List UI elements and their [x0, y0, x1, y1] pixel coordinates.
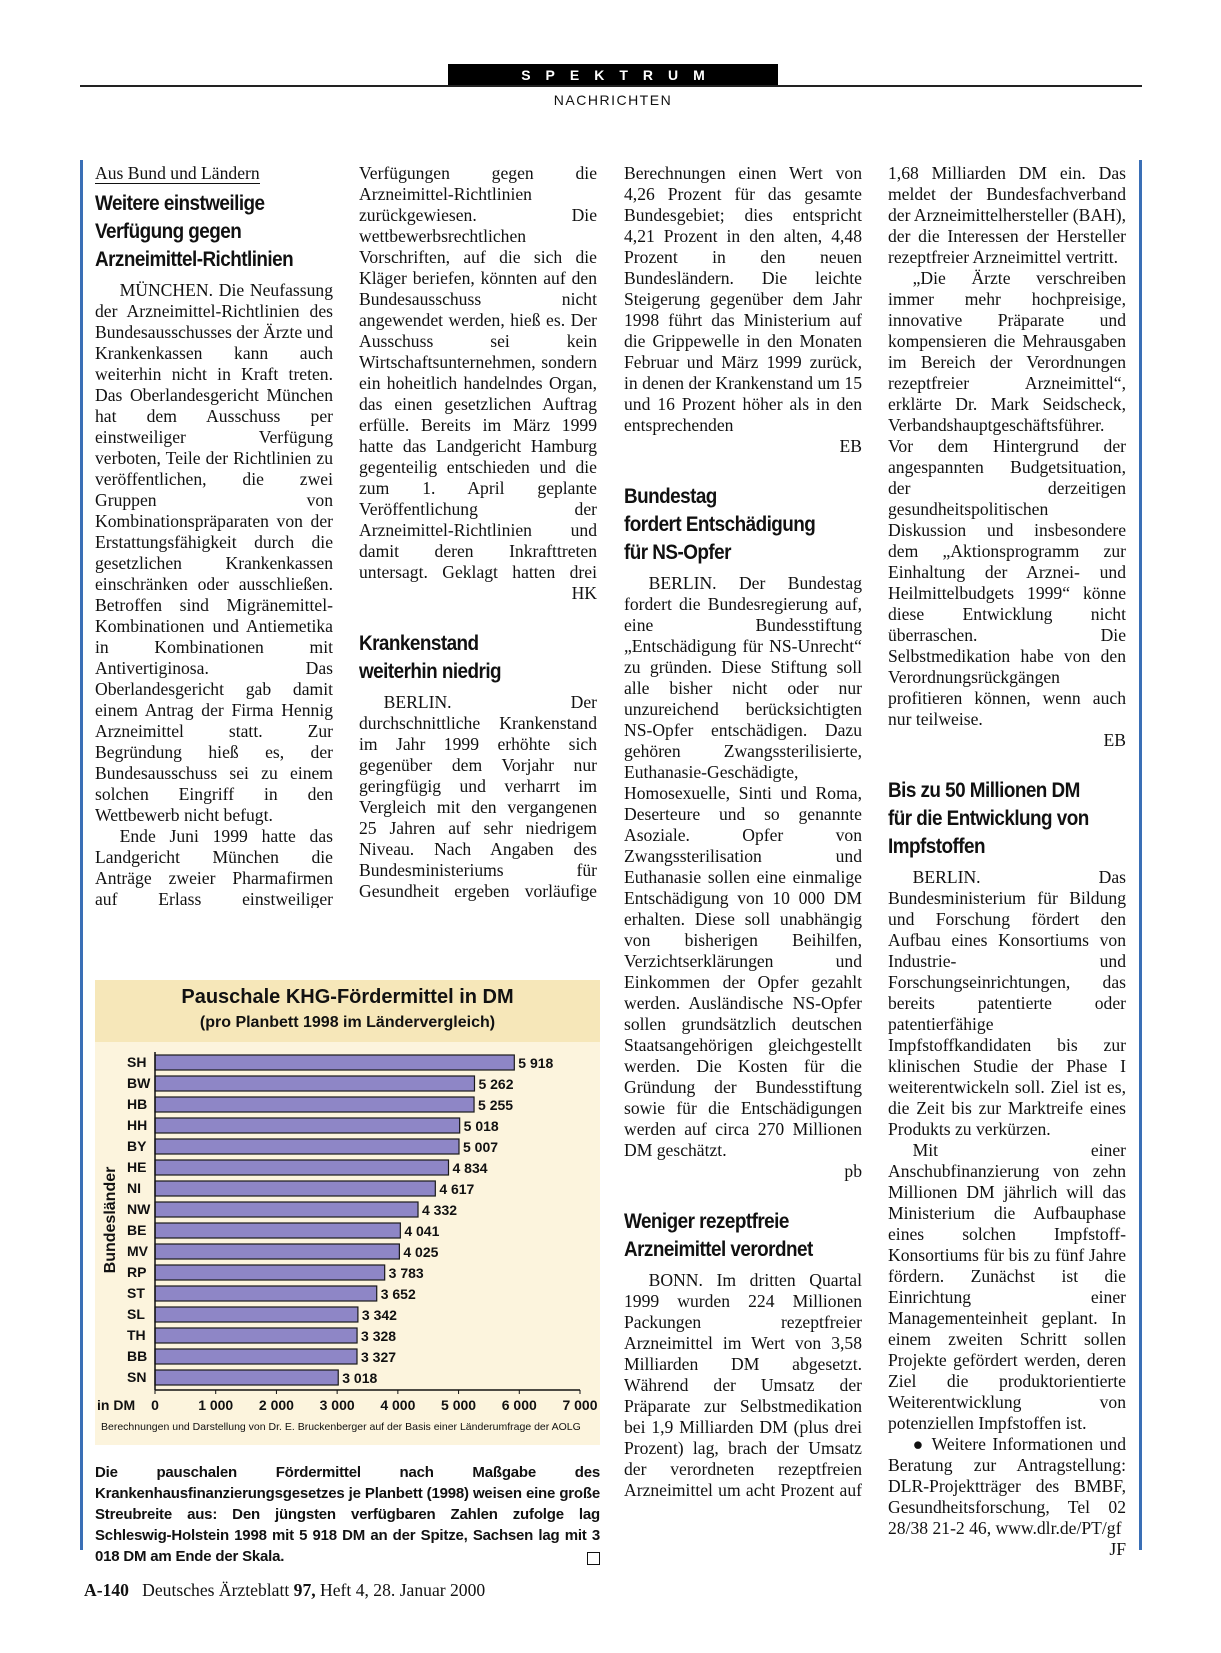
chart-container [95, 980, 600, 1450]
value-label: 3 328 [361, 1328, 397, 1344]
column-4 [888, 163, 1126, 1560]
section-header: SPEKTRUM [448, 64, 778, 86]
bar [155, 1286, 377, 1301]
category-label: HH [127, 1117, 148, 1133]
article-2-signature: EB [839, 436, 862, 456]
category-label: BW [127, 1075, 151, 1091]
page-number: A-140 [84, 1580, 129, 1600]
x-tick-label: 1 000 [198, 1397, 234, 1413]
x-tick-label: 6 000 [501, 1397, 537, 1413]
y-axis-label: Bundesländer [102, 1166, 119, 1274]
category-label: RP [127, 1264, 147, 1280]
bar-chart [95, 1042, 600, 1445]
article-1-cont-text: Verfügungen gegen die Arzneimittel-Richtlinien zurückgewiesen. Die wettbewerbsrechtlichen Vorschriften, auf die sich die Kläger beriefen, könnten auf den Bundesausschuss nicht angewendet werden, hieß es. Der Ausschuss sei kein Wirtschaftsunternehmen, sondern ein hoheitlich handelndes Organ, das einen gesetzlichen Auftrag erfülle. Bereits im März 1999 hatte das Landgericht Hamburg gegenteilig entschieden und die zum 1. April geplante Veröffentlichung der Arzneimittel-Richtlinien und damit deren Inkrafttreten untersagt. Geklagt hatten drei [359, 163, 597, 582]
end-of-article-box [587, 1552, 600, 1565]
x-tick-label: 5 000 [441, 1397, 477, 1413]
issue: Heft 4, 28. Januar 2000 [320, 1580, 486, 1600]
article-5-paragraph-1: BERLIN. Das Bundesministerium für Bildung und Forschung fördert den Aufbau eines Konsortiums von Industrie- und Forschungseinrichtungen, das bereits patentierte oder patentierfähige Impfstoffkandidaten bis zur klinischen Studie der Phase I weiterentwickeln soll. Ziel ist es, die Zeit bis zur Marktreife eines Produkts zu verkürzen. [888, 867, 1126, 1139]
article-2-paragraph-cont [624, 163, 862, 436]
bar [155, 1097, 474, 1112]
value-label: 3 018 [342, 1370, 378, 1386]
article-1-title: Weitere einstweilige Verfügung gegen Arzneimittel-Richtlinien [95, 192, 294, 271]
value-label: 5 255 [478, 1097, 514, 1113]
value-label: 4 332 [422, 1202, 458, 1218]
category-label: HE [127, 1159, 147, 1175]
value-label: 5 262 [478, 1076, 514, 1092]
bar [155, 1181, 435, 1196]
category-label: NI [127, 1180, 141, 1196]
category-label: HB [127, 1096, 148, 1112]
value-label: 4 617 [439, 1181, 475, 1197]
article-4-paragraph-1: BONN. Im dritten Quartal 1999 wurden 224 Millionen Packungen rezeptfreier Arzneimittel im Wert von 3,58 Milliarden DM abgesetzt. Während der Umsatz der Präparate zur Selbstmedikation bei 1,9 Milliarden DM (plus drei Prozent) lag, brach der Umsatz der verordneten rezeptfreien Arzneimittel um acht Prozent auf [624, 1270, 862, 1500]
value-label: 5 007 [462, 1139, 499, 1155]
value-label: 3 652 [380, 1286, 416, 1302]
article-4-cont-text: 1,68 Milliarden DM ein. Das meldet der Bundesfachverband der Arzneimittelhersteller (BAH), der die Interessen der Hersteller rezeptfreier Arzneimittel vertritt. [888, 163, 1126, 267]
article-3-paragraph-1: BERLIN. Der Bundestag fordert die Bundesregierung auf, eine Bundesstiftung „Entschädigung für NS-Unrecht“ zu gründen. Diese Stiftung soll alle bisher nicht oder nur unzureichend berücksichtigten NS-Opfer entschädigen. Dazu gehören Zwangssterilisierte, Euthanasie-Geschädigte, Homosexuelle, Sinti und Roma, Deserteure und so genannte Asoziale. Opfer von Zwangssterilisation und Euthanasie sollen eine einmalige Entschädigung von 10 000 DM erhalten. Diese soll unabhängig von bisherigen Beihilfen, Verzichtserklärungen und Einkommen der Opfer gezahlt werden. Ausländische NS-Opfer sollen grundsätzlich deutschen Staatsangehörigen gleichgestellt werden. Die Kosten für die Gründung der Bundesstiftung sowie für die Entschädigungen werden auf circa 270 Millionen DM geschätzt. [624, 573, 862, 1160]
article-1-paragraph-1: MÜNCHEN. Die Neufassung der Arzneimittel-Richtlinien des Bundesausschusses der Ärzte und Krankenkassen kann auch weiterhin nicht in Kraft treten. Das Oberlandesgericht München hat dem Ausschuss per einstweiliger Verfügung verboten, Teile der Richtlinien zu veröffentlichen, die zwei Gruppen von Kombinationspräparaten von der Erstattungsfähigkeit durch die gesetzlichen Krankenkassen einschränken oder ausschließen. Betroffen sind Migränemittel-Kombinationen und Antiemetika in Kombinationen mit Antivertiginosa. Das Oberlandesgericht gab damit einem Antrag der Firma Hennig Arzneimittel statt. Zur Begründung hieß es, der Bundesausschuss sei zu einem solchen Eingriff in den Wettbewerb nicht befugt. [95, 280, 333, 825]
bar [155, 1265, 385, 1280]
caption-text: Die pauschalen Fördermittel nach Maßgabe des Krankenhausfinanzierungsgesetzes je Planbett (1998) weisen eine große Streubreite aus: Den jüngsten verfügbaren Zahlen zufolge lag Schleswig-Holstein 1998 mit 5 918 DM an der Spitze, Sachsen lag mit 3 018 DM am Ende der Skala. [95, 1464, 600, 1565]
chart-caption [95, 1462, 600, 1567]
x-tick-label: 2 000 [258, 1397, 294, 1413]
value-label: 3 783 [388, 1265, 424, 1281]
article-2-cont-text: Berechnungen einen Wert von 4,26 Prozent für das gesamte Bundesgebiet; dies entspricht 4,21 Prozent in den alten, 4,48 Prozent in den neuen Bundesländern. Die leichte Steigerung gegenüber dem Jahr 1998 führt das Ministerium auf die Grippewelle in den Monaten Februar und März 1999 zurück, in denen der Krankenstand um 15 und 16 Prozent höher als in den entsprechenden [624, 163, 862, 435]
value-label: 5 918 [518, 1055, 554, 1071]
value-label: 3 342 [361, 1307, 397, 1323]
subsection-header: NACHRICHTEN [553, 92, 673, 108]
bar [155, 1139, 459, 1154]
chart-source: Berechnungen und Darstellung von Dr. E. Bruckenberger auf der Basis einer Länderumfrage der AOLG [101, 1421, 581, 1433]
column-1 [95, 163, 333, 908]
bar [155, 1055, 514, 1070]
kicker: Aus Bund und Ländern [95, 163, 260, 183]
bar [155, 1202, 418, 1217]
left-accent-rule [80, 160, 83, 1550]
article-2-title: Krankenstand weiterhin niedrig [359, 632, 502, 683]
article-1-paragraph-2: Ende Juni 1999 hatte das Landgericht München die Anträge zweier Pharmafirmen auf Erlass einstweiliger [95, 826, 333, 908]
category-label: BB [127, 1348, 148, 1364]
x-tick-label: 0 [151, 1397, 159, 1413]
category-label: SH [127, 1054, 147, 1070]
x-axis-label: in DM [97, 1397, 136, 1413]
article-3-signature: pb [844, 1161, 862, 1181]
chart-header [95, 980, 600, 1042]
article-1-signature: HK [571, 583, 597, 603]
bar [155, 1223, 400, 1238]
bar [155, 1118, 460, 1133]
header-rule [80, 85, 1142, 87]
bar [155, 1349, 357, 1364]
page-footer [84, 1580, 485, 1601]
category-label: ST [127, 1285, 145, 1301]
category-label: TH [127, 1327, 146, 1343]
bar [155, 1160, 448, 1175]
article-4-signature: EB [1103, 730, 1126, 750]
value-label: 4 834 [452, 1160, 488, 1176]
chart-subtitle: (pro Planbett 1998 im Ländervergleich) [199, 1014, 496, 1031]
column-3 [624, 163, 862, 1501]
value-label: 3 327 [360, 1349, 397, 1365]
right-accent-rule [1139, 160, 1142, 1550]
bar [155, 1370, 338, 1385]
x-tick-label: 7 000 [562, 1397, 598, 1413]
bar [155, 1307, 358, 1322]
category-label: SN [127, 1369, 147, 1385]
value-label: 4 025 [403, 1244, 439, 1260]
x-tick-label: 4 000 [380, 1397, 416, 1413]
category-label: BE [127, 1222, 147, 1238]
value-label: 4 041 [404, 1223, 440, 1239]
column-2 [359, 163, 597, 902]
article-4-paragraph-1-cont [888, 163, 1126, 268]
article-3-title: Bundestag fordert Entschädigung für NS-Opfer [624, 485, 816, 564]
x-tick-label: 3 000 [319, 1397, 355, 1413]
article-5-paragraph-2: Mit einer Anschubfinanzierung von zehn Millionen DM jährlich will das Ministerium die Aufbauphase eines solchen Impfstoff-Konsortiums für bis zu fünf Jahre fördern. Zunächst ist die Einrichtung einer Managementeinheit geplant. In einem zweiten Schritt sollen Projekte gefördert werden, deren Ziel die produktorientierte Weiterentwicklung von potenziellen Impfstoffen ist. [888, 1140, 1126, 1433]
bar [155, 1328, 357, 1343]
chart-title: Pauschale KHG-Fördermittel in DM [181, 986, 514, 1008]
category-label: BY [127, 1138, 147, 1154]
article-4-title: Weniger rezeptfreie Arzneimittel verordnet [624, 1210, 813, 1261]
category-label: SL [127, 1306, 145, 1322]
article-5-signature: JF [1109, 1539, 1126, 1559]
journal-name: Deutsches Ärzteblatt [142, 1580, 290, 1600]
volume: 97, [293, 1580, 316, 1600]
article-2-paragraph-1: BERLIN. Der durchschnittliche Krankenstand im Jahr 1999 erhöhte sich gegenüber dem Vorjahr nur geringfügig und verharrt im Vergleich mit den vergangenen 25 Jahren auf sehr niedrigem Niveau. Nach Angaben des Bundesministeriums für Gesundheit ergeben vorläufige [359, 692, 597, 901]
category-label: NW [127, 1201, 151, 1217]
value-label: 5 018 [463, 1118, 499, 1134]
bar [155, 1244, 399, 1259]
article-1-paragraph-2-cont [359, 163, 597, 583]
category-label: MV [127, 1243, 148, 1259]
bar [155, 1076, 474, 1091]
article-4-paragraph-2: „Die Ärzte verschreiben immer mehr hochpreisige, innovative Präparate und kompensieren die Mehrausgaben im Bereich der Verordnungen rezeptfreier Arzneimittel“, erklärte Dr. Mark Seidscheck, Verbandshauptgeschäftsführer. Vor dem Hintergrund der angespannten Budgetsituation, der derzeitigen gesundheitspolitischen Diskussion und insbesondere dem „Aktionsprogramm zur Einhaltung der Arznei- und Heilmittelbudgets 1999“ könne diese Entwicklung nicht überraschen. Die Selbstmedikation habe von den Verordnungsrückgängen profitieren können, wenn auch nur teilweise. [888, 268, 1126, 729]
article-5-paragraph-3: ● Weitere Informationen und Beratung zur Antragstellung: DLR-Projektträger des BMBF, Gesundheitsforschung, Tel 02 28/38 21-2 46, www.dlr.de/PT/gf [888, 1434, 1126, 1538]
article-5-title: Bis zu 50 Millionen DM für die Entwicklung von Impfstoffen [888, 779, 1089, 858]
